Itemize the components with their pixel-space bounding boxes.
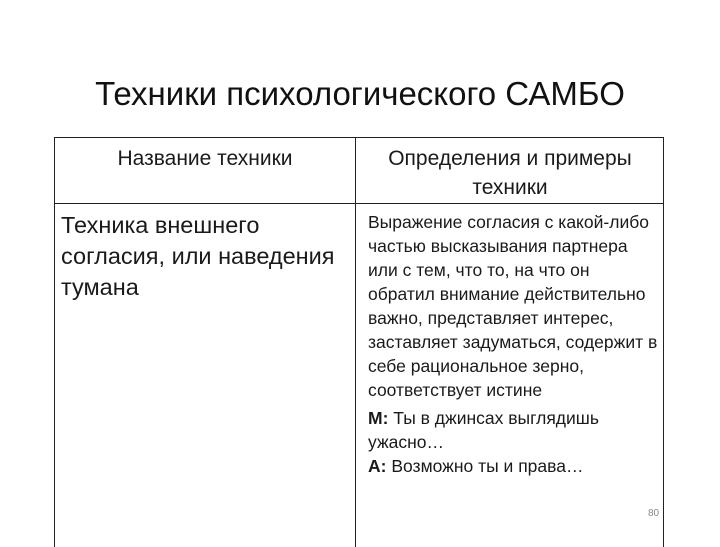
example-text-m: Ты в джинсах выглядишь ужасно… [368, 408, 599, 452]
example-line-a [368, 454, 658, 478]
header-technique-name: Название техники [117, 147, 293, 170]
example-speaker-a: А: [368, 456, 387, 476]
column-divider [355, 138, 356, 547]
definition-text: Выражение согласия с какой-либо частью высказывания партнера или с тем, что то, на что он обратил внимание действительно важно, представляет интерес, заставляет задуматься, содержит в себе рациональное зерно, соответствует истине [368, 212, 658, 400]
slide-title: Техники психологического САМБО [95, 75, 625, 112]
example-line-m [368, 406, 658, 454]
header-row-divider [55, 203, 663, 204]
definition-cell [368, 210, 658, 478]
page-number: 80 [648, 508, 660, 519]
header-definitions-examples: Определения и примеры техники [388, 147, 632, 199]
example-text-a: Возможно ты и права… [386, 456, 584, 476]
example-speaker-m: М: [368, 408, 389, 428]
technique-name-cell: Техника внешнего согласия, или наведения тумана [61, 212, 335, 300]
techniques-table [54, 137, 664, 547]
